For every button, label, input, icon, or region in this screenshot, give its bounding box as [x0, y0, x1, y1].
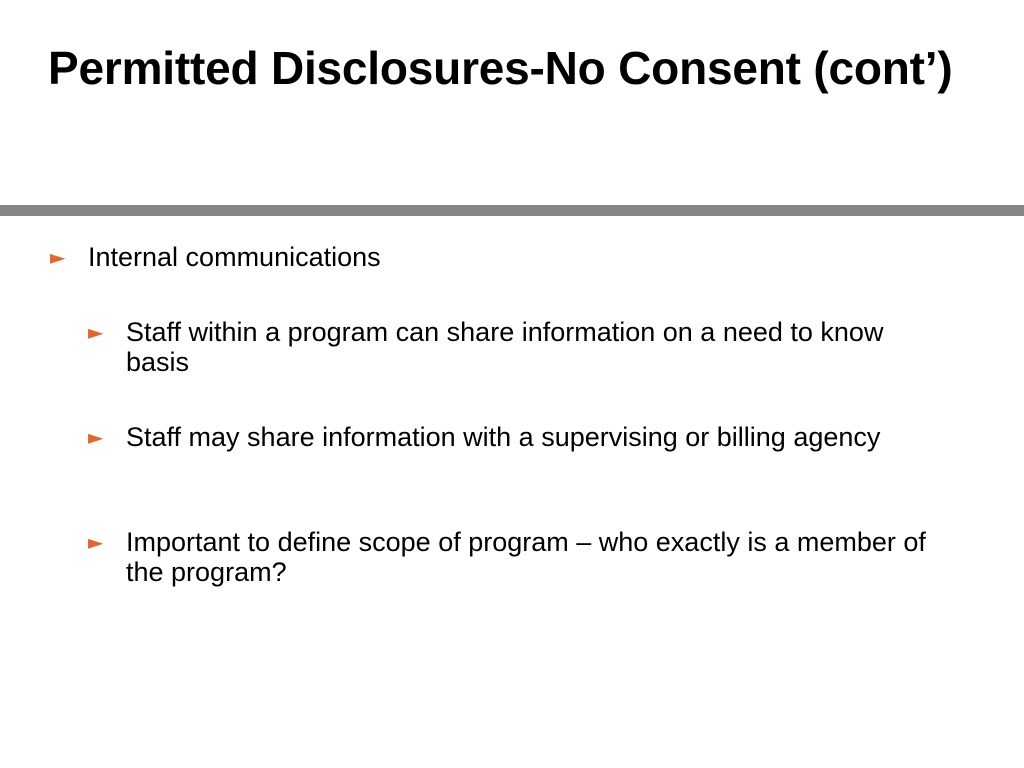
bullet-text: Staff may share information with a supervising or billing agency — [126, 422, 881, 452]
triangle-right-icon: ► — [88, 530, 104, 554]
bullet-level2-program-scope — [88, 527, 948, 587]
bullet-text: Important to define scope of program – who exactly is a member of the program? — [126, 527, 926, 587]
slide-title: Permitted Disclosures-No Consent (cont’) — [48, 42, 953, 94]
bullet-level2-supervising-agency — [88, 422, 948, 452]
bullet-text: Internal communications — [88, 242, 381, 272]
triangle-right-icon: ► — [50, 245, 66, 269]
bullet-level1-internal-communications — [50, 242, 980, 272]
bullet-text: Staff within a program can share information on a need to know basis — [126, 317, 884, 377]
triangle-right-icon: ► — [88, 320, 104, 344]
title-divider — [0, 205, 1024, 216]
triangle-right-icon: ► — [88, 425, 104, 449]
bullet-level2-need-to-know — [88, 317, 948, 377]
